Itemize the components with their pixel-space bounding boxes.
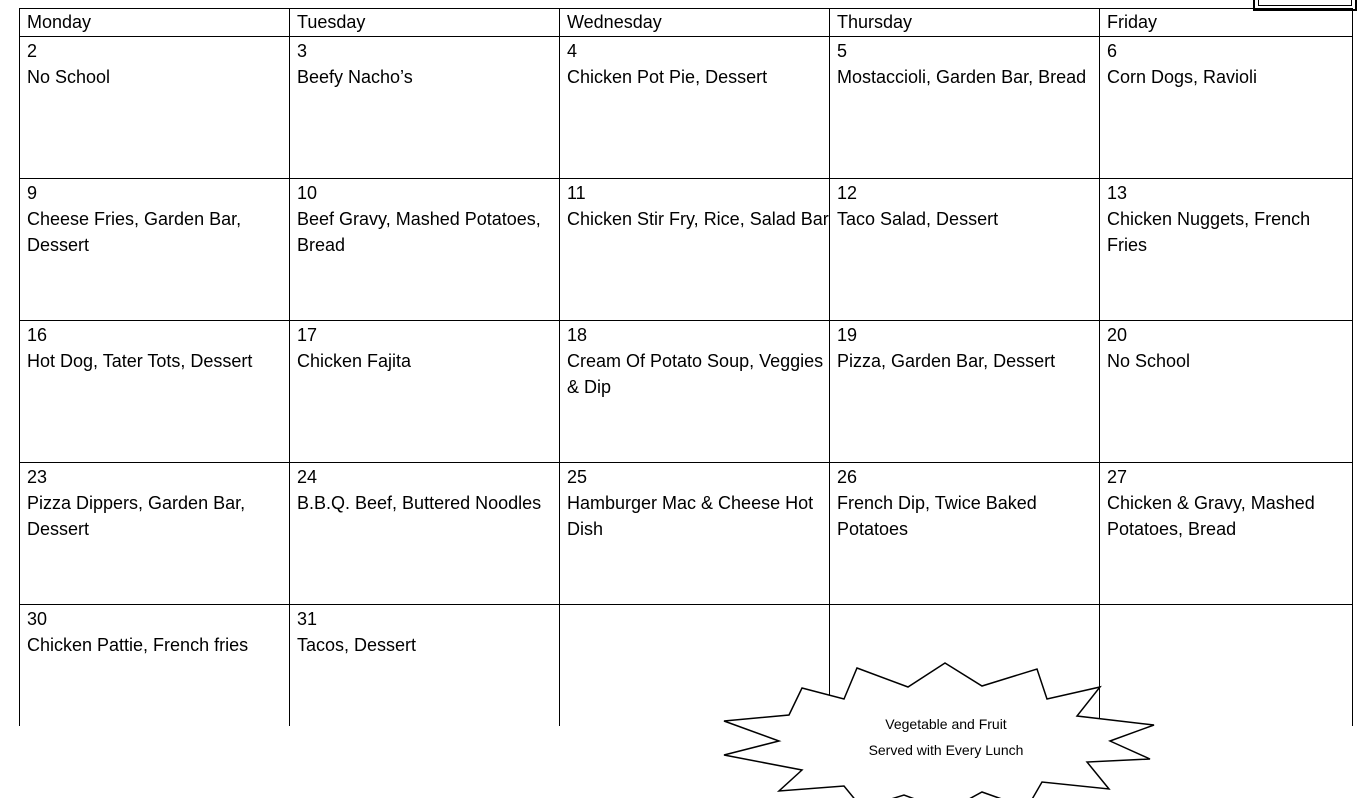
day-cell bbox=[290, 463, 560, 605]
day-number: 3 bbox=[297, 41, 308, 61]
day-cell bbox=[560, 463, 830, 605]
day-cell bbox=[1100, 463, 1353, 605]
day-number: 25 bbox=[567, 467, 588, 487]
day-cell bbox=[560, 179, 830, 321]
menu-text: Tacos, Dessert bbox=[297, 635, 417, 655]
lunch-calendar bbox=[19, 8, 1353, 726]
day-cell bbox=[1100, 321, 1353, 463]
menu-text: Taco Salad, Dessert bbox=[837, 209, 999, 229]
week-row bbox=[20, 179, 1353, 321]
day-number: 27 bbox=[1107, 467, 1128, 487]
week-row bbox=[20, 37, 1353, 179]
menu-text: Mostaccioli, Garden Bar, Bread bbox=[837, 67, 1087, 87]
weekday-header-row bbox=[20, 9, 1353, 37]
menu-text: Beef Gravy, Mashed Potatoes, Bread bbox=[297, 209, 541, 255]
menu-text: No School bbox=[27, 67, 111, 87]
menu-text: Chicken Pot Pie, Dessert bbox=[567, 67, 768, 87]
day-number: 24 bbox=[297, 467, 318, 487]
day-cell bbox=[290, 37, 560, 179]
day-cell bbox=[20, 37, 290, 179]
day-number: 2 bbox=[27, 41, 38, 61]
header-thursday: Thursday bbox=[830, 9, 1100, 37]
callout-line-1: Vegetable and Fruit bbox=[885, 716, 1007, 732]
day-cell bbox=[290, 605, 560, 727]
header-friday: Friday bbox=[1100, 9, 1353, 37]
day-number: 31 bbox=[297, 609, 318, 629]
day-cell bbox=[830, 179, 1100, 321]
header-wednesday: Wednesday bbox=[560, 9, 830, 37]
day-number: 5 bbox=[837, 41, 848, 61]
day-number: 10 bbox=[297, 183, 318, 203]
day-cell bbox=[830, 321, 1100, 463]
menu-text: Corn Dogs, Ravioli bbox=[1107, 67, 1258, 87]
day-cell bbox=[20, 179, 290, 321]
day-number: 9 bbox=[27, 183, 38, 203]
menu-text: Chicken Pattie, French fries bbox=[27, 635, 249, 655]
menu-text: Cheese Fries, Garden Bar, Dessert bbox=[27, 209, 242, 255]
day-number: 16 bbox=[27, 325, 48, 345]
day-number: 4 bbox=[567, 41, 578, 61]
menu-text: B.B.Q. Beef, Buttered Noodles bbox=[297, 493, 542, 513]
day-number: 26 bbox=[837, 467, 858, 487]
day-number: 30 bbox=[27, 609, 48, 629]
day-cell bbox=[560, 321, 830, 463]
header-monday: Monday bbox=[20, 9, 290, 37]
menu-text: Hot Dog, Tater Tots, Dessert bbox=[27, 351, 253, 371]
menu-text: Chicken Stir Fry, Rice, Salad Bar bbox=[567, 209, 829, 229]
menu-text: Beefy Nacho’s bbox=[297, 67, 413, 87]
day-cell bbox=[560, 37, 830, 179]
day-number: 12 bbox=[837, 183, 858, 203]
day-cell bbox=[1100, 179, 1353, 321]
day-number: 18 bbox=[567, 325, 588, 345]
menu-text: Hamburger Mac & Cheese Hot Dish bbox=[567, 493, 814, 539]
day-cell bbox=[20, 321, 290, 463]
day-number: 20 bbox=[1107, 325, 1128, 345]
header-tuesday: Tuesday bbox=[290, 9, 560, 37]
menu-text: No School bbox=[1107, 351, 1191, 371]
menu-text: Chicken Fajita bbox=[297, 351, 412, 371]
menu-text: Pizza Dippers, Garden Bar, Dessert bbox=[27, 493, 246, 539]
day-cell bbox=[20, 605, 290, 727]
day-number: 17 bbox=[297, 325, 318, 345]
menu-text: Cream Of Potato Soup, Veggies & Dip bbox=[567, 351, 824, 397]
callout-text bbox=[790, 711, 1102, 763]
menu-text: Pizza, Garden Bar, Dessert bbox=[837, 351, 1056, 371]
day-number: 19 bbox=[837, 325, 858, 345]
day-number: 13 bbox=[1107, 183, 1128, 203]
week-row bbox=[20, 321, 1353, 463]
day-cell bbox=[1100, 37, 1353, 179]
day-cell bbox=[830, 463, 1100, 605]
day-number: 11 bbox=[567, 183, 586, 203]
menu-text: Chicken Nuggets, French Fries bbox=[1107, 209, 1311, 255]
week-row bbox=[20, 463, 1353, 605]
day-number: 23 bbox=[27, 467, 48, 487]
day-cell bbox=[290, 321, 560, 463]
menu-text: French Dip, Twice Baked Potatoes bbox=[837, 493, 1037, 539]
day-cell bbox=[830, 37, 1100, 179]
callout-line-2: Served with Every Lunch bbox=[868, 742, 1024, 758]
day-number: 6 bbox=[1107, 41, 1118, 61]
menu-text: Chicken & Gravy, Mashed Potatoes, Bread bbox=[1107, 493, 1315, 539]
day-cell bbox=[20, 463, 290, 605]
day-cell bbox=[290, 179, 560, 321]
